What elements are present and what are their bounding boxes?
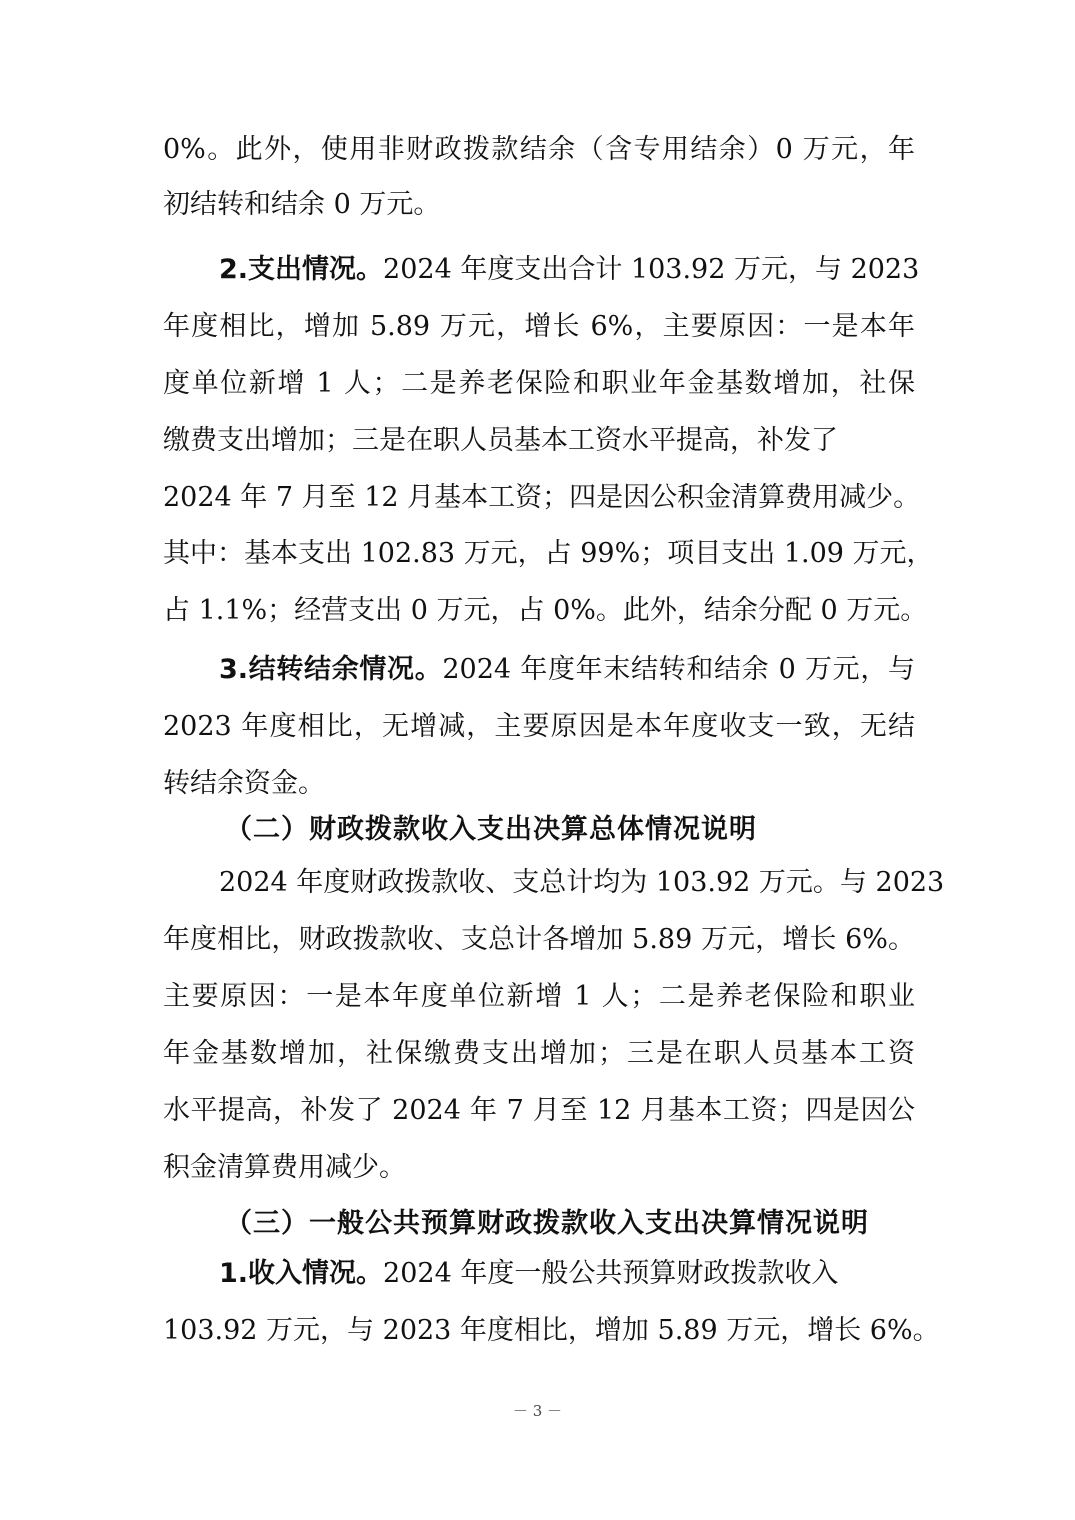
paragraph-line: 主要原因：一是本年度单位新增 1 人；二是养老保险和职业 xyxy=(163,981,915,1012)
paragraph-line: 2023 年度相比，无增减，主要原因是本年度收支一致，无结 xyxy=(163,711,915,742)
paragraph-line: 初结转和结余 0 万元。 xyxy=(163,189,441,220)
paragraph-text: 2024 年度支出合计 103.92 万元，与 2023 xyxy=(383,254,920,285)
paragraph-line xyxy=(163,250,920,290)
paragraph-text: 2024 年度年末结转和结余 0 万元，与 xyxy=(442,654,915,685)
paragraph-line: 103.92 万元，与 2023 年度相比，增加 5.89 万元，增长 6%。 xyxy=(163,1315,940,1346)
paragraph-line: 其中：基本支出 102.83 万元，占 99%；项目支出 1.09 万元， xyxy=(163,538,934,569)
paragraph-line: 年度相比，增加 5.89 万元，增长 6%，主要原因：一是本年 xyxy=(163,311,915,342)
page-number: － 3 － xyxy=(512,1402,563,1420)
section-heading: （三）一般公共预算财政拨款收入支出决算情况说明 xyxy=(225,1208,869,1239)
section-label-carryover: 3.结转结余情况。 xyxy=(219,654,443,685)
paragraph-line: 转结余资金。 xyxy=(163,768,325,799)
paragraph-text: 2024 年度一般公共预算财政拨款收入 xyxy=(383,1258,839,1289)
paragraph-line: 0%。此外，使用非财政拨款结余（含专用结余）0 万元，年 xyxy=(163,134,915,165)
paragraph-line xyxy=(163,650,915,690)
section-label-income: 1.收入情况。 xyxy=(219,1258,384,1289)
paragraph-line: 水平提高，补发了 2024 年 7 月至 12 月基本工资；四是因公 xyxy=(163,1095,915,1126)
section-heading: （二）财政拨款收入支出决算总体情况说明 xyxy=(225,814,757,845)
paragraph-line: 缴费支出增加；三是在职人员基本工资水平提高，补发了 xyxy=(163,425,838,456)
paragraph-line: 度单位新增 1 人；二是养老保险和职业年金基数增加，社保 xyxy=(163,368,915,399)
paragraph-line: 2024 年 7 月至 12 月基本工资；四是因公积金清算费用减少。 xyxy=(163,482,921,513)
paragraph-line: 年度相比，财政拨款收、支总计各增加 5.89 万元，增长 6%。 xyxy=(163,924,915,955)
paragraph-line: 2024 年度财政拨款收、支总计均为 103.92 万元。与 2023 xyxy=(219,867,945,898)
paragraph-line: 年金基数增加，社保缴费支出增加；三是在职人员基本工资 xyxy=(163,1038,915,1069)
section-label-expense: 2.支出情况。 xyxy=(219,254,384,285)
paragraph-line: 占 1.1%；经营支出 0 万元，占 0%。此外，结余分配 0 万元。 xyxy=(163,595,928,626)
paragraph-line: 积金清算费用减少。 xyxy=(163,1152,406,1183)
paragraph-line xyxy=(163,1254,915,1294)
